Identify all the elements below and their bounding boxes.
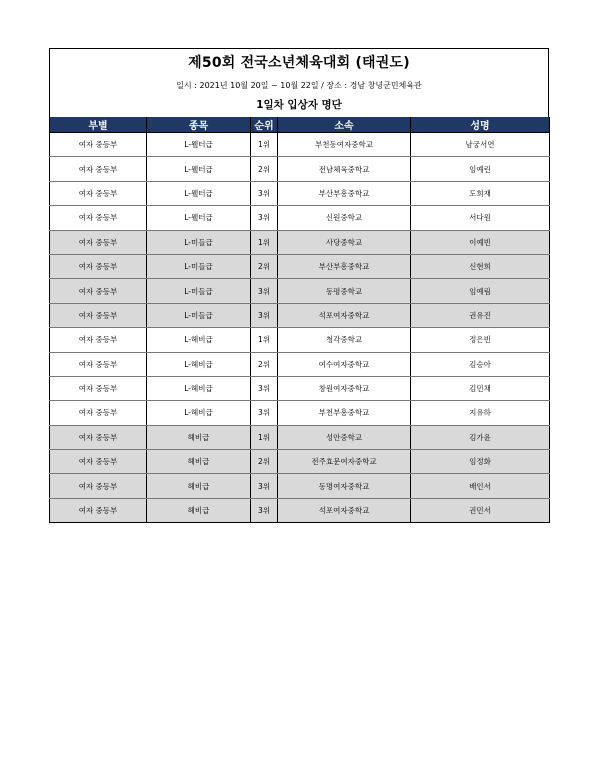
table-row (50, 230, 550, 254)
cell-affiliation: 동평중학교 (278, 279, 411, 303)
cell-rank: 2위 (251, 157, 278, 181)
cell-division: 여자 중등부 (50, 157, 147, 181)
cell-rank: 2위 (251, 450, 278, 474)
cell-rank: 3위 (251, 206, 278, 230)
table-row (50, 279, 550, 303)
cell-name: 임정화 (411, 450, 550, 474)
cell-name: 김승아 (411, 352, 550, 376)
cell-event: L-헤비급 (147, 401, 251, 425)
document-subtitle: 1일차 입상자 명단 (256, 99, 342, 111)
cell-name: 남궁서연 (411, 133, 550, 157)
cell-division: 여자 중등부 (50, 303, 147, 327)
cell-affiliation: 부천동여자중학교 (278, 133, 411, 157)
table-row (50, 254, 550, 278)
cell-event: L-미들급 (147, 303, 251, 327)
document-header (49, 48, 549, 117)
cell-division: 여자 중등부 (50, 352, 147, 376)
cell-rank: 1위 (251, 425, 278, 449)
cell-rank: 3위 (251, 474, 278, 498)
cell-event: L-미들급 (147, 230, 251, 254)
cell-affiliation: 동명여자중학교 (278, 474, 411, 498)
table-row (50, 352, 550, 376)
table-row (50, 181, 550, 205)
cell-rank: 2위 (251, 254, 278, 278)
results-sheet (49, 48, 549, 523)
cell-event: 헤비급 (147, 450, 251, 474)
table-row (50, 157, 550, 181)
cell-event: L-웰터급 (147, 206, 251, 230)
cell-name: 도희재 (411, 181, 550, 205)
winners-table (49, 117, 550, 523)
cell-name: 정은빈 (411, 328, 550, 352)
document-title: 제50회 전국소년체육대회 (태권도) (188, 55, 410, 71)
cell-name: 김민채 (411, 376, 550, 400)
cell-event: L-헤비급 (147, 328, 251, 352)
event-info: 일시 : 2021년 10월 20일 ~ 10월 22일 / 장소 : 경남 창녕군민체육관 (176, 81, 422, 90)
table-row (50, 401, 550, 425)
cell-division: 여자 중등부 (50, 181, 147, 205)
cell-event: 헤비급 (147, 498, 251, 522)
cell-division: 여자 중등부 (50, 450, 147, 474)
header-name: 성명 (411, 117, 550, 133)
cell-division: 여자 중등부 (50, 230, 147, 254)
cell-division: 여자 중등부 (50, 279, 147, 303)
cell-name: 권민서 (411, 498, 550, 522)
cell-affiliation: 석포여자중학교 (278, 498, 411, 522)
cell-name: 이예빈 (411, 230, 550, 254)
table-row (50, 474, 550, 498)
cell-rank: 1위 (251, 230, 278, 254)
cell-affiliation: 신원중학교 (278, 206, 411, 230)
header-affiliation: 소속 (278, 117, 411, 133)
cell-division: 여자 중등부 (50, 133, 147, 157)
cell-name: 임예림 (411, 279, 550, 303)
cell-rank: 3위 (251, 376, 278, 400)
cell-rank: 3위 (251, 279, 278, 303)
table-row (50, 206, 550, 230)
cell-event: L-미들급 (147, 279, 251, 303)
cell-event: 헤비급 (147, 425, 251, 449)
table-row (50, 450, 550, 474)
cell-event: L-웰터급 (147, 181, 251, 205)
cell-division: 여자 중등부 (50, 425, 147, 449)
cell-event: 헤비급 (147, 474, 251, 498)
cell-affiliation: 전주효문여자중학교 (278, 450, 411, 474)
cell-event: L-미들급 (147, 254, 251, 278)
cell-rank: 1위 (251, 133, 278, 157)
cell-rank: 3위 (251, 498, 278, 522)
cell-affiliation: 여수여자중학교 (278, 352, 411, 376)
header-event: 종목 (147, 117, 251, 133)
cell-name: 신현희 (411, 254, 550, 278)
cell-affiliation: 부산부흥중학교 (278, 181, 411, 205)
cell-affiliation: 석포여자중학교 (278, 303, 411, 327)
cell-affiliation: 부천부흥중학교 (278, 401, 411, 425)
header-rank: 순위 (251, 117, 278, 133)
cell-rank: 1위 (251, 328, 278, 352)
cell-rank: 2위 (251, 352, 278, 376)
cell-event: L-헤비급 (147, 376, 251, 400)
table-row (50, 498, 550, 522)
cell-division: 여자 중등부 (50, 498, 147, 522)
table-row (50, 303, 550, 327)
cell-name: 배인서 (411, 474, 550, 498)
cell-name: 김가윤 (411, 425, 550, 449)
cell-division: 여자 중등부 (50, 206, 147, 230)
header-division: 부별 (50, 117, 147, 133)
cell-affiliation: 창원여자중학교 (278, 376, 411, 400)
cell-name: 권유진 (411, 303, 550, 327)
table-header-row (50, 117, 550, 133)
table-row (50, 133, 550, 157)
cell-rank: 3위 (251, 401, 278, 425)
cell-division: 여자 중등부 (50, 328, 147, 352)
cell-name: 지유하 (411, 401, 550, 425)
cell-division: 여자 중등부 (50, 401, 147, 425)
cell-division: 여자 중등부 (50, 254, 147, 278)
table-body (50, 133, 550, 523)
cell-name: 임예린 (411, 157, 550, 181)
table-row (50, 425, 550, 449)
cell-affiliation: 전남체육중학교 (278, 157, 411, 181)
cell-event: L-헤비급 (147, 352, 251, 376)
cell-affiliation: 청각중학교 (278, 328, 411, 352)
table-row (50, 376, 550, 400)
cell-division: 여자 중등부 (50, 474, 147, 498)
table-row (50, 328, 550, 352)
cell-affiliation: 성안중학교 (278, 425, 411, 449)
cell-event: L-웰터급 (147, 133, 251, 157)
cell-name: 서다원 (411, 206, 550, 230)
cell-affiliation: 사당중학교 (278, 230, 411, 254)
cell-affiliation: 부산부흥중학교 (278, 254, 411, 278)
cell-division: 여자 중등부 (50, 376, 147, 400)
cell-rank: 3위 (251, 181, 278, 205)
cell-event: L-웰터급 (147, 157, 251, 181)
cell-rank: 3위 (251, 303, 278, 327)
